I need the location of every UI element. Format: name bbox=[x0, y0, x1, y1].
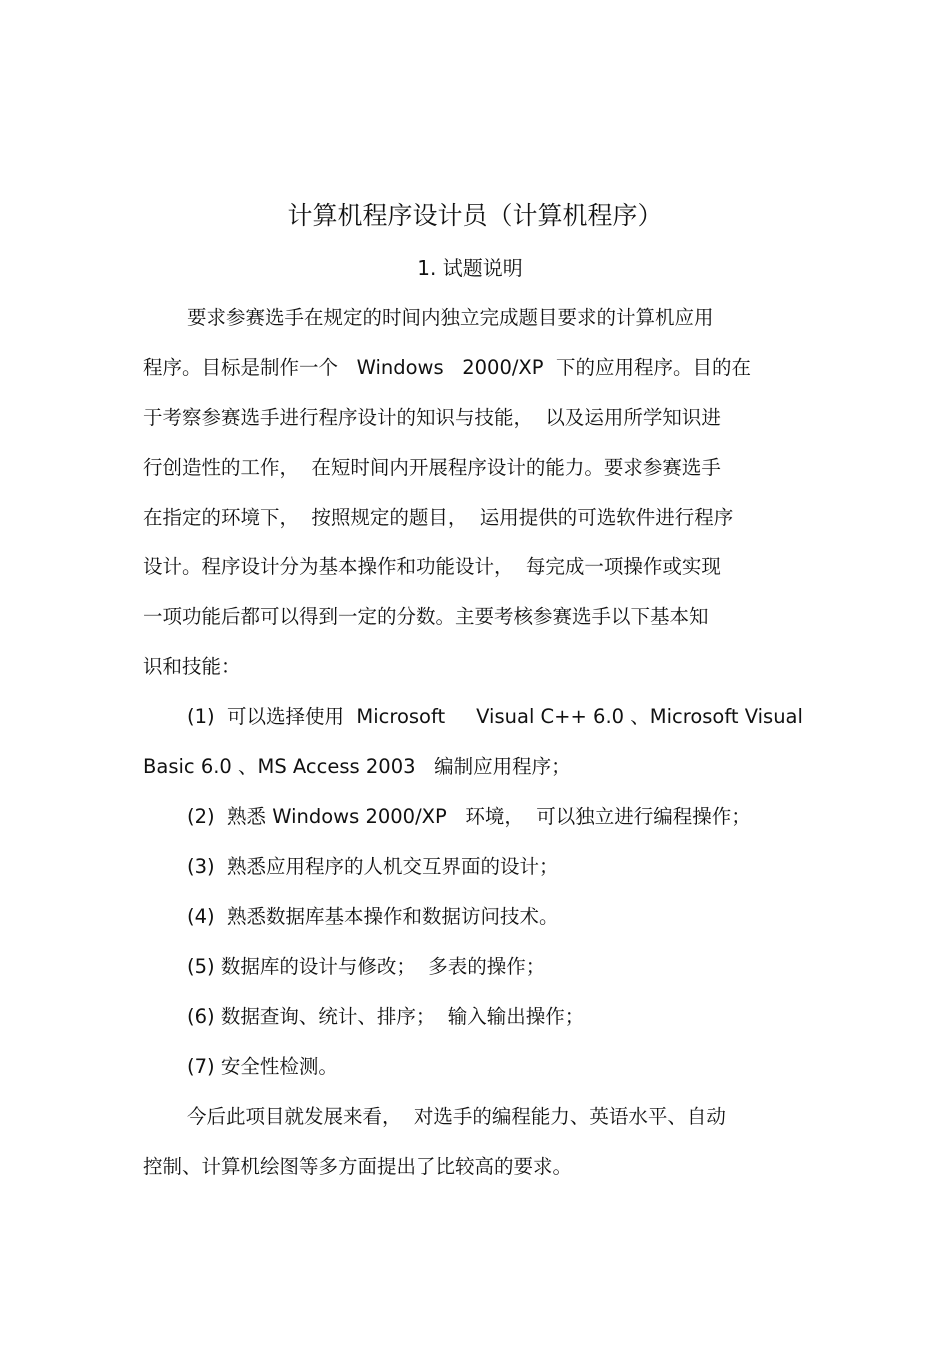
list-item: (4) 熟悉数据库基本操作和数据访问技术。 bbox=[187, 905, 559, 928]
closing-paragraph-line: 今后此项目就发展来看， 对选手的编程能力、英语水平、自动 bbox=[187, 1105, 726, 1128]
list-item-continuation: Basic 6.0 、MS Access 2003 编制应用程序； bbox=[143, 755, 571, 778]
list-item: (3) 熟悉应用程序的人机交互界面的设计； bbox=[187, 855, 559, 878]
paragraph-line: 在指定的环境下， 按照规定的题目， 运用提供的可选软件进行程序 bbox=[143, 506, 734, 529]
paragraph-line: 识和技能： bbox=[143, 655, 241, 678]
list-item: (5) 数据库的设计与修改； 多表的操作； bbox=[187, 955, 546, 978]
paragraph-line: 行创造性的工作， 在短时间内开展程序设计的能力。要求参赛选手 bbox=[143, 456, 721, 479]
paragraph-line: 于考察参赛选手进行程序设计的知识与技能， 以及运用所学知识进 bbox=[143, 406, 721, 429]
closing-paragraph-line: 控制、计算机绘图等多方面提出了比较高的要求。 bbox=[143, 1155, 573, 1178]
document-title: 计算机程序设计员（计算机程序） bbox=[287, 201, 663, 230]
list-item: (7) 安全性检测。 bbox=[187, 1055, 338, 1078]
paragraph-line: 程序。目标是制作一个 Windows 2000/XP 下的应用程序。目的在 bbox=[143, 356, 751, 379]
section-heading: 1. 试题说明 bbox=[417, 256, 523, 280]
list-item: (1) 可以选择使用 Microsoft Visual C++ 6.0 、Microsoft Visual bbox=[187, 705, 803, 728]
paragraph-line: 设计。程序设计分为基本操作和功能设计， 每完成一项操作或实现 bbox=[143, 555, 721, 578]
list-item: (2) 熟悉 Windows 2000/XP 环境， 可以独立进行编程操作； bbox=[187, 805, 751, 828]
list-item: (6) 数据查询、统计、排序； 输入输出操作； bbox=[187, 1005, 585, 1028]
paragraph-line: 一项功能后都可以得到一定的分数。主要考核参赛选手以下基本知 bbox=[143, 605, 709, 628]
paragraph-line: 要求参赛选手在规定的时间内独立完成题目要求的计算机应用 bbox=[187, 306, 714, 329]
